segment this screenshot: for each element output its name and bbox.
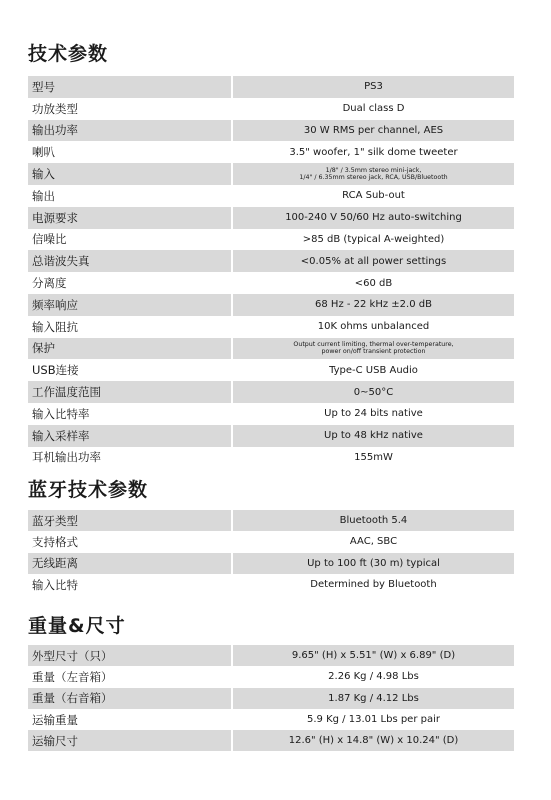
spec-label: 重量（右音箱）	[28, 688, 233, 709]
section-weight-dimensions	[28, 612, 514, 751]
section-bluetooth-specs	[28, 476, 514, 595]
spec-row	[28, 250, 514, 272]
spec-value: >85 dB (typical A-weighted)	[302, 233, 445, 245]
spec-value: <0.05% at all power settings	[233, 250, 514, 272]
spec-value: 12.6" (H) x 14.8" (W) x 10.24" (D)	[233, 730, 514, 751]
spec-label: 频率响应	[28, 294, 233, 316]
spec-value: RCA Sub-out	[342, 190, 405, 202]
spec-value: AAC, SBC	[349, 536, 398, 548]
spec-value: 68 Hz - 22 kHz ±2.0 dB	[233, 294, 514, 316]
spec-label: 总谐波失真	[28, 250, 233, 272]
spec-label: 信噪比	[28, 229, 233, 251]
spec-value: 9.65" (H) x 5.51" (W) x 6.89" (D)	[233, 645, 514, 666]
spec-row	[28, 553, 514, 574]
spec-label: 型号	[28, 76, 233, 98]
spec-row	[28, 688, 514, 709]
spec-row	[28, 709, 514, 730]
spec-value: 30 W RMS per channel, AES	[233, 120, 514, 142]
spec-value: 1.87 Kg / 4.12 Lbs	[233, 688, 514, 709]
section-title: 蓝牙技术参数	[28, 479, 149, 501]
spec-value: Dual class D	[342, 103, 405, 115]
spec-value: 0~50°C	[233, 381, 514, 403]
spec-value: 10K ohms unbalanced	[317, 321, 430, 333]
spec-row	[28, 185, 514, 207]
spec-label: 喇叭	[28, 141, 233, 163]
spec-row	[28, 730, 514, 751]
spec-row	[28, 294, 514, 316]
spec-table	[28, 645, 514, 751]
spec-row	[28, 207, 514, 229]
spec-value: Up to 48 kHz native	[233, 425, 514, 447]
spec-row	[28, 272, 514, 294]
spec-label: 保护	[28, 338, 233, 360]
spec-value-line: power on/off transient protection	[321, 348, 426, 356]
spec-value-line: 1/4" / 6.35mm stereo jack, RCA, USB/Bluetooth	[299, 174, 448, 182]
spec-row	[28, 666, 514, 687]
spec-value: Up to 24 bits native	[324, 408, 423, 420]
spec-label: 输出功率	[28, 120, 233, 142]
spec-row	[28, 338, 514, 360]
spec-row	[28, 574, 514, 595]
spec-label: 输入比特率	[28, 403, 233, 425]
spec-label: 输入	[28, 163, 233, 185]
spec-row	[28, 359, 514, 381]
spec-row	[28, 141, 514, 163]
spec-value: 100-240 V 50/60 Hz auto-switching	[233, 207, 514, 229]
section-tech-specs	[28, 40, 514, 468]
spec-value: PS3	[233, 76, 514, 98]
spec-label: 无线距离	[28, 553, 233, 574]
spec-value: 155mW	[354, 451, 393, 463]
spec-value	[233, 163, 514, 185]
spec-label: 分离度	[28, 272, 233, 294]
spec-value	[233, 338, 514, 360]
spec-row	[28, 425, 514, 447]
spec-label: 输入阻抗	[28, 316, 233, 338]
spec-value: 2.26 Kg / 4.98 Lbs	[328, 671, 419, 683]
spec-row	[28, 98, 514, 120]
spec-label: 运输重量	[28, 709, 233, 730]
spec-table	[28, 510, 514, 595]
spec-label: 重量（左音箱）	[28, 666, 233, 687]
spec-row	[28, 76, 514, 98]
section-title: 重量&尺寸	[28, 615, 126, 637]
spec-value: Up to 100 ft (30 m) typical	[233, 553, 514, 574]
spec-label: 支持格式	[28, 531, 233, 552]
spec-label: USB连接	[28, 359, 233, 381]
section-title: 技术参数	[28, 43, 109, 65]
spec-value: Bluetooth 5.4	[233, 510, 514, 531]
spec-row	[28, 163, 514, 185]
spec-value: Determined by Bluetooth	[310, 579, 437, 591]
spec-table	[28, 76, 514, 468]
spec-row	[28, 229, 514, 251]
spec-label: 输出	[28, 185, 233, 207]
spec-value: <60 dB	[354, 277, 393, 289]
spec-label: 功放类型	[28, 98, 233, 120]
spec-label: 蓝牙类型	[28, 510, 233, 531]
spec-label: 耳机输出功率	[28, 447, 233, 469]
spec-label: 输入比特	[28, 574, 233, 595]
spec-label: 工作温度范围	[28, 381, 233, 403]
spec-row	[28, 531, 514, 552]
spec-value-line: Output current limiting, thermal over-temperature,	[293, 340, 454, 348]
spec-label: 外型尺寸（只）	[28, 645, 233, 666]
spec-label: 运输尺寸	[28, 730, 233, 751]
spec-value: 3.5" woofer, 1" silk dome tweeter	[289, 146, 458, 158]
spec-label: 电源要求	[28, 207, 233, 229]
spec-label: 输入采样率	[28, 425, 233, 447]
spec-value: 5.9 Kg / 13.01 Lbs per pair	[307, 714, 440, 726]
spec-row	[28, 510, 514, 531]
spec-row	[28, 120, 514, 142]
spec-row	[28, 316, 514, 338]
spec-row	[28, 645, 514, 666]
spec-value-line: 1/8" / 3.5mm stereo mini-jack,	[325, 166, 422, 174]
spec-row	[28, 403, 514, 425]
spec-row	[28, 447, 514, 469]
spec-value: Type-C USB Audio	[329, 364, 418, 376]
spec-row	[28, 381, 514, 403]
